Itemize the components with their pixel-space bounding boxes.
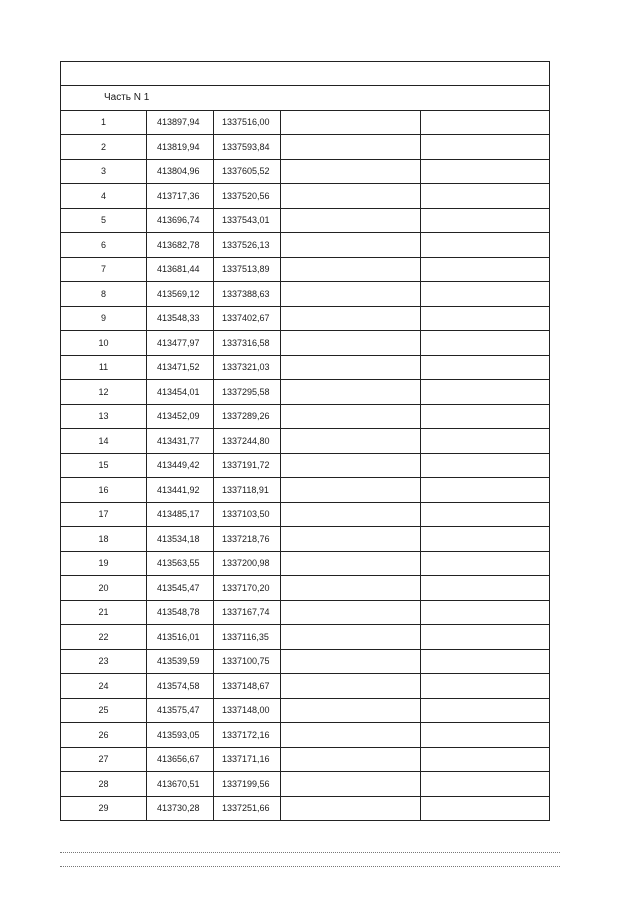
y-coordinate-cell: 1337316,58: [214, 331, 281, 356]
y-coordinate-cell: 1337513,89: [214, 257, 281, 282]
empty-cell: [281, 355, 421, 380]
empty-cell: [281, 723, 421, 748]
y-coordinate-cell: 1337172,16: [214, 723, 281, 748]
point-number-cell: 28: [61, 772, 147, 797]
point-number-cell: 24: [61, 674, 147, 699]
y-coordinate-cell: 1337321,03: [214, 355, 281, 380]
coordinates-table: [60, 61, 550, 821]
point-number-cell: 7: [61, 257, 147, 282]
y-coordinate-cell: 1337148,00: [214, 698, 281, 723]
table-header-blank-row: [61, 62, 550, 86]
empty-cell: [281, 184, 421, 209]
empty-cell: [421, 355, 550, 380]
point-number-cell: 27: [61, 747, 147, 772]
x-coordinate-cell: 413681,44: [147, 257, 214, 282]
y-coordinate-cell: 1337199,56: [214, 772, 281, 797]
y-coordinate-cell: 1337100,75: [214, 649, 281, 674]
x-coordinate-cell: 413516,01: [147, 625, 214, 650]
y-coordinate-cell: 1337148,67: [214, 674, 281, 699]
table-row: [61, 772, 550, 797]
empty-cell: [281, 429, 421, 454]
y-coordinate-cell: 1337171,16: [214, 747, 281, 772]
empty-cell: [281, 502, 421, 527]
point-number-cell: 25: [61, 698, 147, 723]
point-number-cell: 1: [61, 110, 147, 135]
x-coordinate-cell: 413804,96: [147, 159, 214, 184]
empty-cell: [421, 380, 550, 405]
point-number-cell: 15: [61, 453, 147, 478]
y-coordinate-cell: 1337200,98: [214, 551, 281, 576]
empty-cell: [421, 110, 550, 135]
x-coordinate-cell: 413575,47: [147, 698, 214, 723]
empty-cell: [281, 404, 421, 429]
empty-cell: [281, 159, 421, 184]
empty-cell: [281, 747, 421, 772]
empty-cell: [421, 159, 550, 184]
point-number-cell: 22: [61, 625, 147, 650]
empty-cell: [281, 674, 421, 699]
empty-cell: [281, 233, 421, 258]
x-coordinate-cell: 413431,77: [147, 429, 214, 454]
point-number-cell: 20: [61, 576, 147, 601]
y-coordinate-cell: 1337167,74: [214, 600, 281, 625]
point-number-cell: 13: [61, 404, 147, 429]
point-number-cell: 10: [61, 331, 147, 356]
y-coordinate-cell: 1337191,72: [214, 453, 281, 478]
empty-cell: [421, 649, 550, 674]
point-number-cell: 29: [61, 796, 147, 821]
empty-cell: [281, 649, 421, 674]
empty-cell: [281, 625, 421, 650]
x-coordinate-cell: 413449,42: [147, 453, 214, 478]
blank-header-cell: [61, 62, 550, 86]
empty-cell: [281, 772, 421, 797]
x-coordinate-cell: 413534,18: [147, 527, 214, 552]
table-row: [61, 600, 550, 625]
table-row: [61, 355, 550, 380]
empty-cell: [421, 429, 550, 454]
point-number-cell: 8: [61, 282, 147, 307]
y-coordinate-cell: 1337605,52: [214, 159, 281, 184]
x-coordinate-cell: 413477,97: [147, 331, 214, 356]
point-number-cell: 23: [61, 649, 147, 674]
table-row: [61, 478, 550, 503]
table-row: [61, 331, 550, 356]
table-row: [61, 698, 550, 723]
table-row: [61, 208, 550, 233]
empty-cell: [421, 674, 550, 699]
empty-cell: [421, 723, 550, 748]
empty-cell: [421, 747, 550, 772]
x-coordinate-cell: 413574,58: [147, 674, 214, 699]
point-number-cell: 3: [61, 159, 147, 184]
table-row: [61, 551, 550, 576]
part-label: Часть N 1: [61, 86, 550, 111]
table-row: [61, 429, 550, 454]
table-row: [61, 282, 550, 307]
point-number-cell: 5: [61, 208, 147, 233]
empty-cell: [421, 257, 550, 282]
empty-cell: [421, 796, 550, 821]
x-coordinate-cell: 413682,78: [147, 233, 214, 258]
table-row: [61, 380, 550, 405]
table-row: [61, 674, 550, 699]
empty-cell: [281, 600, 421, 625]
x-coordinate-cell: 413452,09: [147, 404, 214, 429]
empty-cell: [421, 698, 550, 723]
empty-cell: [421, 576, 550, 601]
y-coordinate-cell: 1337218,76: [214, 527, 281, 552]
empty-cell: [281, 551, 421, 576]
x-coordinate-cell: 413593,05: [147, 723, 214, 748]
coordinates-table-body: [61, 62, 550, 821]
y-coordinate-cell: 1337170,20: [214, 576, 281, 601]
point-number-cell: 9: [61, 306, 147, 331]
x-coordinate-cell: 413485,17: [147, 502, 214, 527]
point-number-cell: 16: [61, 478, 147, 503]
x-coordinate-cell: 413717,36: [147, 184, 214, 209]
point-number-cell: 6: [61, 233, 147, 258]
empty-cell: [281, 331, 421, 356]
table-row: [61, 576, 550, 601]
table-row: [61, 747, 550, 772]
table-row: [61, 404, 550, 429]
x-coordinate-cell: 413670,51: [147, 772, 214, 797]
y-coordinate-cell: 1337520,56: [214, 184, 281, 209]
point-number-cell: 18: [61, 527, 147, 552]
x-coordinate-cell: 413696,74: [147, 208, 214, 233]
x-coordinate-cell: 413539,59: [147, 649, 214, 674]
empty-cell: [281, 380, 421, 405]
table-row: [61, 453, 550, 478]
point-number-cell: 19: [61, 551, 147, 576]
empty-cell: [421, 453, 550, 478]
point-number-cell: 21: [61, 600, 147, 625]
x-coordinate-cell: 413656,67: [147, 747, 214, 772]
y-coordinate-cell: 1337402,67: [214, 306, 281, 331]
empty-cell: [421, 404, 550, 429]
y-coordinate-cell: 1337516,00: [214, 110, 281, 135]
part-row: [61, 86, 550, 111]
dotted-separator-line: [60, 866, 560, 867]
x-coordinate-cell: 413730,28: [147, 796, 214, 821]
table-row: [61, 723, 550, 748]
table-row: [61, 257, 550, 282]
empty-cell: [421, 331, 550, 356]
y-coordinate-cell: 1337103,50: [214, 502, 281, 527]
table-row: [61, 110, 550, 135]
empty-cell: [281, 257, 421, 282]
x-coordinate-cell: 413548,78: [147, 600, 214, 625]
empty-cell: [281, 110, 421, 135]
point-number-cell: 2: [61, 135, 147, 160]
empty-cell: [281, 453, 421, 478]
table-row: [61, 135, 550, 160]
y-coordinate-cell: 1337289,26: [214, 404, 281, 429]
point-number-cell: 26: [61, 723, 147, 748]
empty-cell: [421, 478, 550, 503]
dotted-separator-line: [60, 852, 560, 853]
empty-cell: [421, 208, 550, 233]
y-coordinate-cell: 1337526,13: [214, 233, 281, 258]
y-coordinate-cell: 1337295,58: [214, 380, 281, 405]
empty-cell: [281, 282, 421, 307]
x-coordinate-cell: 413548,33: [147, 306, 214, 331]
y-coordinate-cell: 1337116,35: [214, 625, 281, 650]
point-number-cell: 4: [61, 184, 147, 209]
point-number-cell: 11: [61, 355, 147, 380]
empty-cell: [281, 306, 421, 331]
table-row: [61, 625, 550, 650]
x-coordinate-cell: 413569,12: [147, 282, 214, 307]
empty-cell: [281, 576, 421, 601]
empty-cell: [281, 527, 421, 552]
empty-cell: [421, 527, 550, 552]
empty-cell: [421, 625, 550, 650]
x-coordinate-cell: 413454,01: [147, 380, 214, 405]
empty-cell: [421, 600, 550, 625]
x-coordinate-cell: 413563,55: [147, 551, 214, 576]
table-row: [61, 796, 550, 821]
y-coordinate-cell: 1337388,63: [214, 282, 281, 307]
point-number-cell: 14: [61, 429, 147, 454]
empty-cell: [421, 282, 550, 307]
empty-cell: [281, 208, 421, 233]
table-row: [61, 649, 550, 674]
table-row: [61, 527, 550, 552]
x-coordinate-cell: 413819,94: [147, 135, 214, 160]
empty-cell: [281, 698, 421, 723]
y-coordinate-cell: 1337251,66: [214, 796, 281, 821]
y-coordinate-cell: 1337543,01: [214, 208, 281, 233]
empty-cell: [421, 306, 550, 331]
y-coordinate-cell: 1337244,80: [214, 429, 281, 454]
x-coordinate-cell: 413471,52: [147, 355, 214, 380]
y-coordinate-cell: 1337593,84: [214, 135, 281, 160]
x-coordinate-cell: 413545,47: [147, 576, 214, 601]
empty-cell: [281, 796, 421, 821]
table-row: [61, 502, 550, 527]
empty-cell: [421, 135, 550, 160]
empty-cell: [281, 135, 421, 160]
table-row: [61, 306, 550, 331]
y-coordinate-cell: 1337118,91: [214, 478, 281, 503]
empty-cell: [421, 772, 550, 797]
x-coordinate-cell: 413441,92: [147, 478, 214, 503]
empty-cell: [421, 184, 550, 209]
table-row: [61, 184, 550, 209]
empty-cell: [421, 233, 550, 258]
table-row: [61, 233, 550, 258]
empty-cell: [421, 502, 550, 527]
table-row: [61, 159, 550, 184]
point-number-cell: 17: [61, 502, 147, 527]
empty-cell: [281, 478, 421, 503]
point-number-cell: 12: [61, 380, 147, 405]
empty-cell: [421, 551, 550, 576]
x-coordinate-cell: 413897,94: [147, 110, 214, 135]
